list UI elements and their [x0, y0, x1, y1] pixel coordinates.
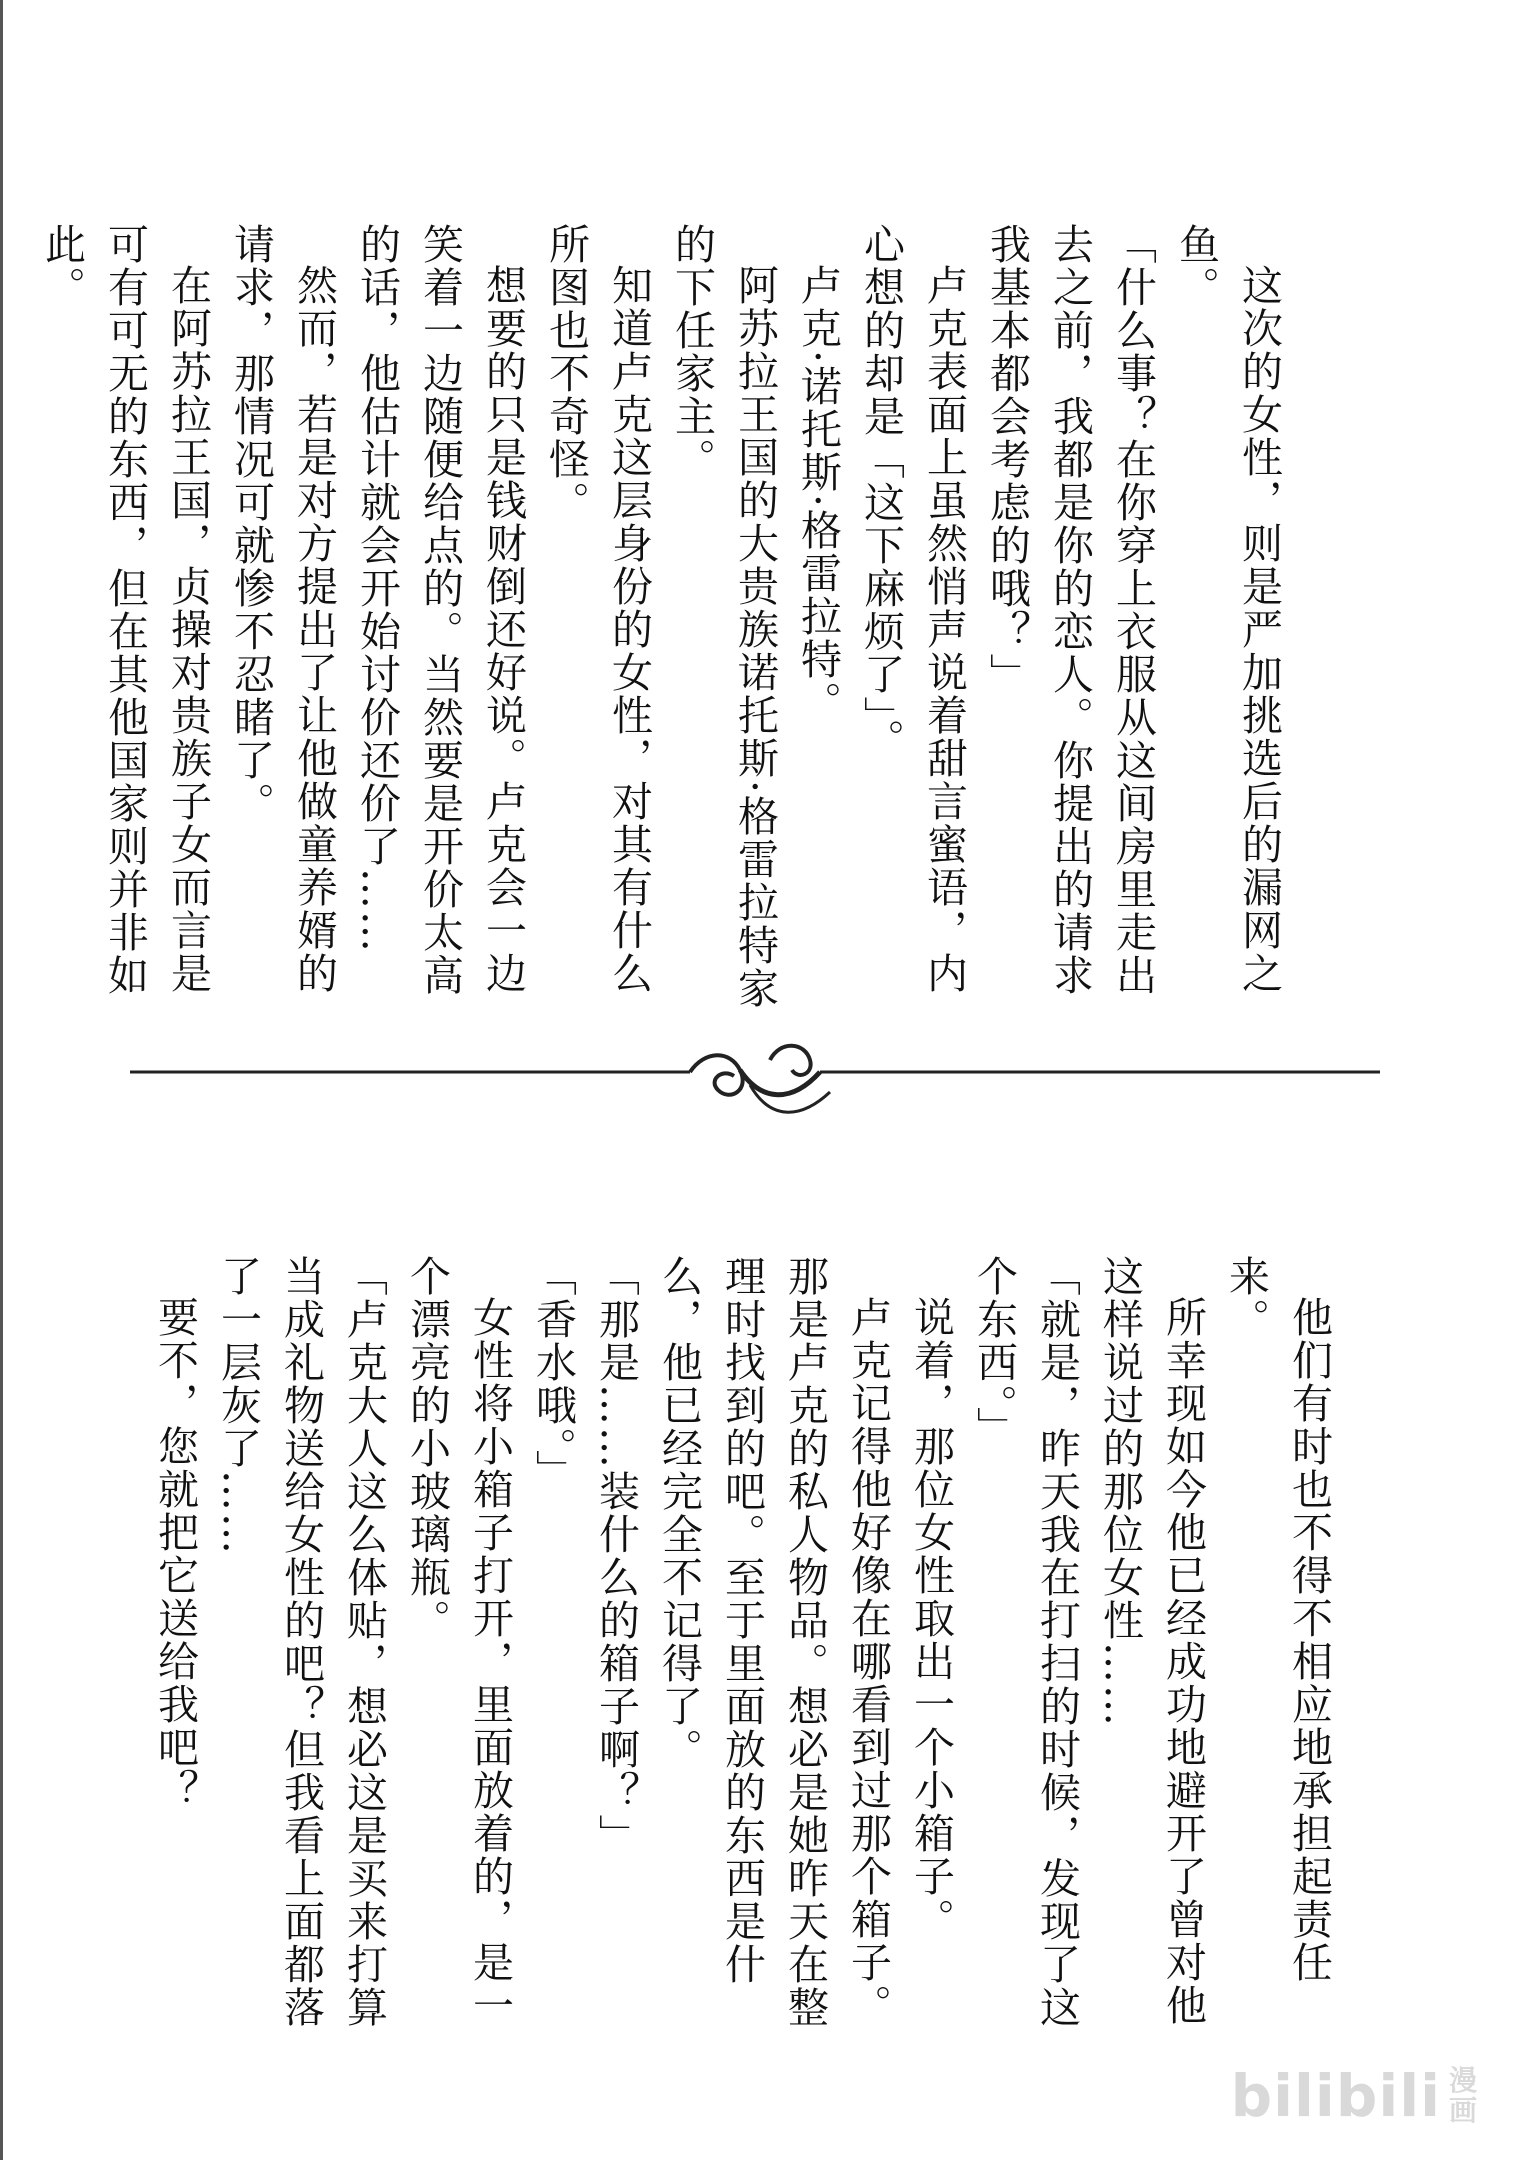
- paragraph: 所幸现如今他已经成功地避开了曾对他这样说过的那位女性……: [1096, 1255, 1207, 2027]
- page-edge: [0, 0, 3, 2160]
- paragraph: 「香水哦。」: [529, 1255, 577, 1493]
- paragraph: 在阿苏拉王国，贞操对贵族子女而言是可有可无的东西，但在其他国家则并非如此。: [38, 223, 212, 997]
- bottom-text-block: [143, 1255, 1340, 2055]
- paragraph: 卢克表面上虽然悄声说着甜言蜜语，内心想的却是「这下麻烦了」。: [857, 223, 968, 995]
- ornamental-divider: [130, 1030, 1380, 1130]
- watermark-sub: [1449, 2066, 1478, 2126]
- watermark-brand: bilibili: [1230, 2062, 1441, 2130]
- paragraph: 知道卢克这层身份的女性，对其有什么所图也不奇怪。: [542, 223, 653, 995]
- paragraph: 阿苏拉王国的大贵族诺托斯·格雷拉特家的下任家主。: [668, 223, 779, 1011]
- paragraph: 「那是……装什么的箱子啊？」: [592, 1255, 640, 1857]
- paragraph: 「卢克大人这么体贴，想必这是买来打算当成礼物送给女性的吧？但我看上面都落了一层灰了……: [214, 1255, 388, 2029]
- paragraph: 女性将小箱子打开，里面放着的，是一个漂亮的小玻璃瓶。: [403, 1255, 514, 2027]
- paragraph: 他们有时也不得不相应地承担起责任来。: [1222, 1255, 1333, 1984]
- paragraph: 说着，那位女性取出一个小箱子。: [907, 1296, 955, 1941]
- paragraph: 「什么事？在你穿上衣服从这间房里走出去之前，我都是你的恋人。你提出的请求我基本都会考虑的哦？」: [983, 223, 1157, 997]
- paragraph: 「就是，昨天我在打扫的时候，发现了这个东西。」: [970, 1255, 1081, 2029]
- watermark-sub-top: 漫: [1448, 2064, 1478, 2097]
- top-text-block: [30, 223, 1290, 1013]
- paragraph: 要不，您就把它送给我吧？: [151, 1296, 199, 1812]
- paragraph: 这次的女性，则是严加挑选后的漏网之鱼。: [1172, 223, 1283, 995]
- bilibili-manhua-watermark: [1231, 2062, 1478, 2130]
- paragraph: 卢克·诺托斯·格雷拉特。: [794, 264, 842, 725]
- paragraph: 然而，若是对方提出了让他做童养婿的请求，那情况可就惨不忍睹了。: [227, 223, 338, 995]
- paragraph: 想要的只是钱财倒还好说。卢克会一边笑着一边随便给点的。当然要是开价太高的话，他估计就会开始讨价还价了……: [353, 223, 527, 997]
- paragraph: 卢克记得他好像在哪看到过那个箱子。那是卢克的私人物品。想必是她昨天在整理时找到的吧。至于里面放的东西是什么，他已经完全不记得了。: [655, 1255, 892, 2029]
- watermark-sub-bottom: 画: [1448, 2094, 1478, 2127]
